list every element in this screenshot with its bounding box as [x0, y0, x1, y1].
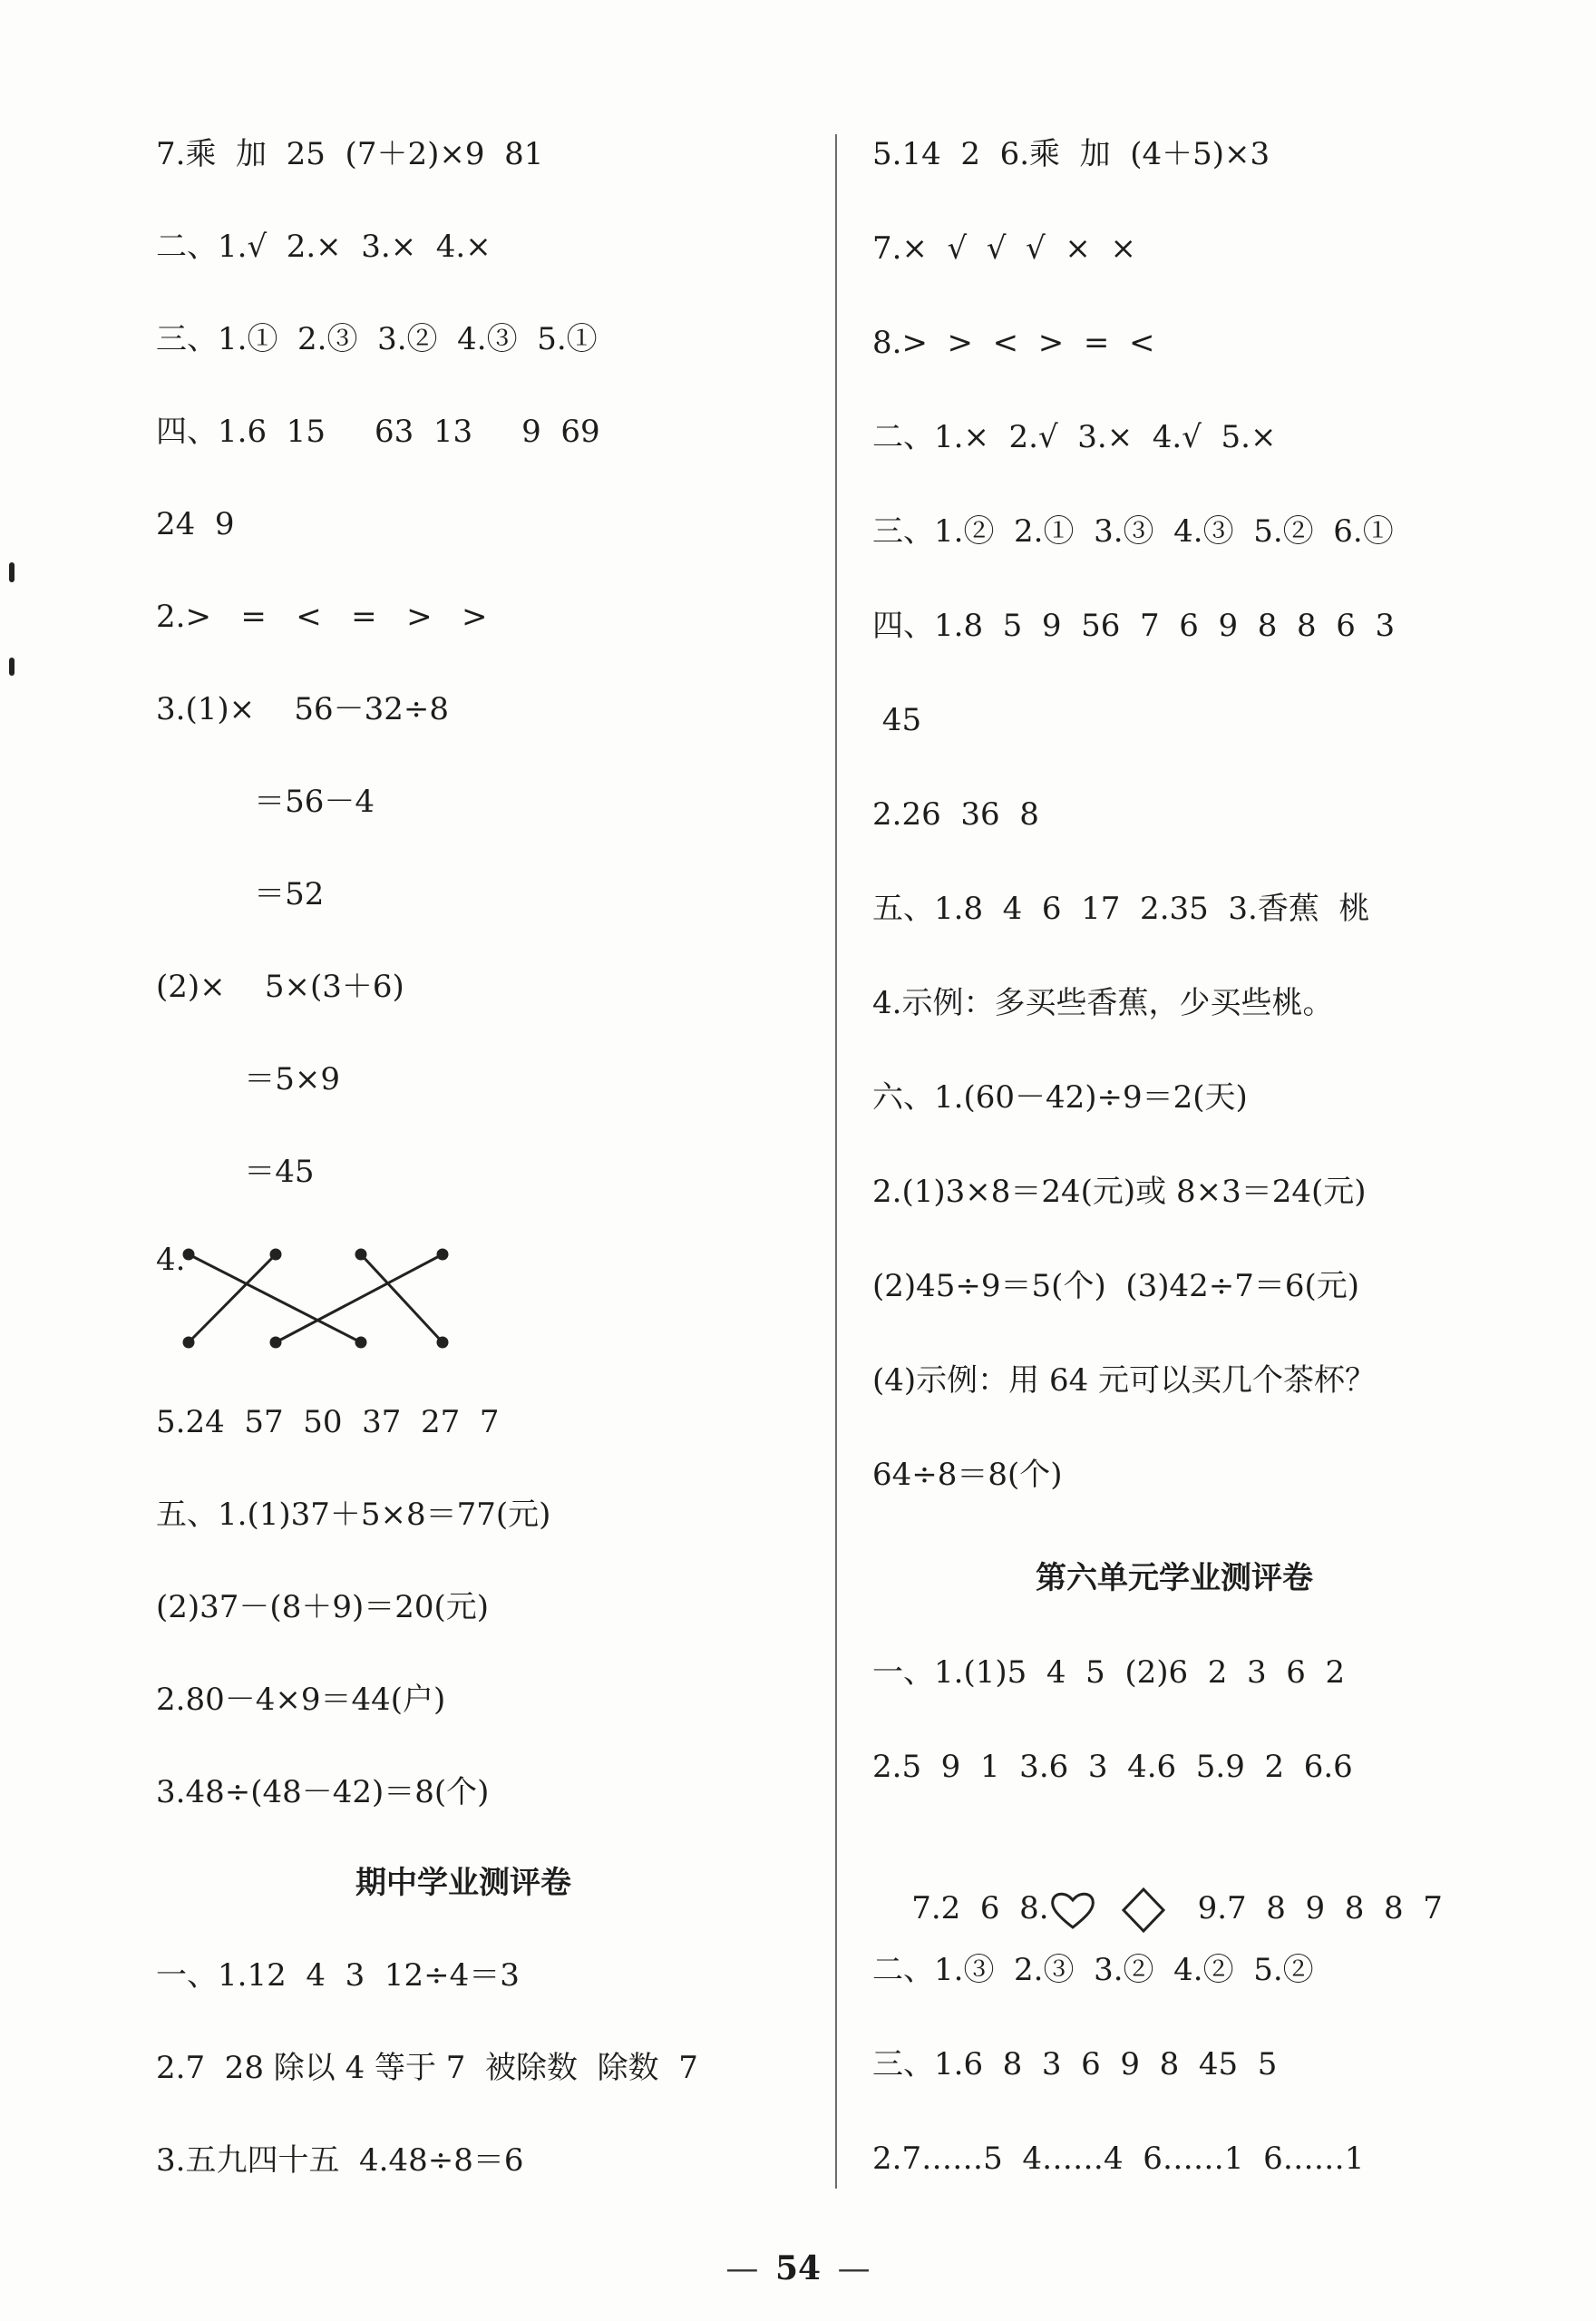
answer-line: 2.> = < = > >: [156, 599, 488, 635]
shape-answer-suffix: 9.7 8 9 8 8 7: [1197, 1890, 1443, 1926]
matching-lines: [156, 1238, 519, 1356]
answer-line: ＝56－4: [156, 784, 375, 820]
answer-line: 四、1.6 15 63 13 9 69: [156, 414, 600, 450]
answer-line: (2)× 5×(3＋6): [156, 969, 404, 1005]
shape-answer-prefix: 7.2 6 8.: [911, 1890, 1049, 1926]
answer-line: 7.乘 加 25 (7＋2)×9 81: [156, 136, 544, 172]
answer-line: ＝45: [156, 1154, 315, 1190]
answer-line: 7.× √ √ √ × ×: [872, 230, 1136, 267]
answer-line: 2.80－4×9＝44(户): [156, 1682, 446, 1718]
answer-line: ＝5×9: [156, 1061, 341, 1097]
answer-line: (2)37－(8＋9)＝20(元): [156, 1589, 490, 1625]
answer-line: 二、1.√ 2.× 3.× 4.×: [156, 229, 491, 265]
answer-line: 2.5 9 1 3.6 3 4.6 5.9 2 6.6: [872, 1749, 1353, 1785]
answer-line: 六、1.(60－42)÷9＝2(天): [872, 1079, 1248, 1116]
answer-line: 2.7……5 4……4 6……1 6……1: [872, 2141, 1365, 2177]
answer-line: 45: [872, 702, 922, 738]
answer-line: 三、1.② 2.① 3.③ 4.③ 5.② 6.①: [872, 513, 1394, 550]
answer-line: 8.> > < > = <: [872, 325, 1155, 361]
answer-line: 一、1.(1)5 4 5 (2)6 2 3 6 2: [872, 1654, 1346, 1691]
answer-line: 4.示例：多买些香蕉，少买些桃。: [872, 985, 1334, 1021]
answer-line: 五、1.(1)37＋5×8＝77(元): [156, 1497, 551, 1533]
answer-line: 5.24 57 50 37 27 7: [156, 1404, 500, 1440]
answer-line: 2.7 28 除以 4 等于 7 被除数 除数 7: [156, 2050, 698, 2086]
answer-line: 2.26 36 8: [872, 796, 1039, 833]
answer-line: 四、1.8 5 9 56 7 6 9 8 8 6 3: [872, 608, 1396, 644]
section-title: 第六单元学业测评卷: [1036, 1560, 1313, 1596]
page-footer: — 54 —: [725, 2249, 871, 2287]
answer-line: 二、1.× 2.√ 3.× 4.√ 5.×: [872, 419, 1277, 455]
answer-line: 3.五九四十五 4.48÷8＝6: [156, 2142, 524, 2179]
scan-mark: [9, 658, 15, 676]
answer-line: 一、1.12 4 3 12÷4＝3: [156, 1957, 520, 1994]
page-number: 54: [774, 2249, 822, 2287]
scan-mark: [9, 562, 15, 582]
answer-line: ＝52: [156, 876, 325, 912]
answer-line: (4)示例：用 64 元可以买几个茶杯？: [872, 1362, 1377, 1399]
section-title: 期中学业测评卷: [355, 1865, 571, 1901]
answer-line: 24 9: [156, 506, 235, 542]
heart-icon: [1049, 1889, 1096, 1931]
answer-line: 2.(1)3×8＝24(元)或 8×3＝24(元): [872, 1174, 1367, 1210]
answer-line: 3.(1)× 56－32÷8: [156, 691, 449, 727]
answer-line: 3.48÷(48－42)＝8(个): [156, 1774, 490, 1810]
answer-line: 三、1.6 8 3 6 9 8 45 5: [872, 2046, 1278, 2082]
answer-line: 64÷8＝8(个): [872, 1457, 1063, 1493]
matching-diagram: [156, 1238, 519, 1356]
answer-line: 三、1.① 2.③ 3.② 4.③ 5.①: [156, 321, 598, 357]
answer-line: 五、1.8 4 6 17 2.35 3.香蕉 桃: [872, 891, 1370, 927]
answer-line: (2)45÷9＝5(个) (3)42÷7＝6(元): [872, 1268, 1360, 1304]
matching-label: 4.: [156, 1242, 186, 1278]
column-divider: [835, 134, 837, 2189]
answer-line: 5.14 2 6.乘 加 (4＋5)×3: [872, 136, 1270, 172]
answer-line: 二、1.③ 2.③ 3.② 4.② 5.②: [872, 1952, 1314, 1988]
diamond-icon: [1120, 1887, 1167, 1934]
